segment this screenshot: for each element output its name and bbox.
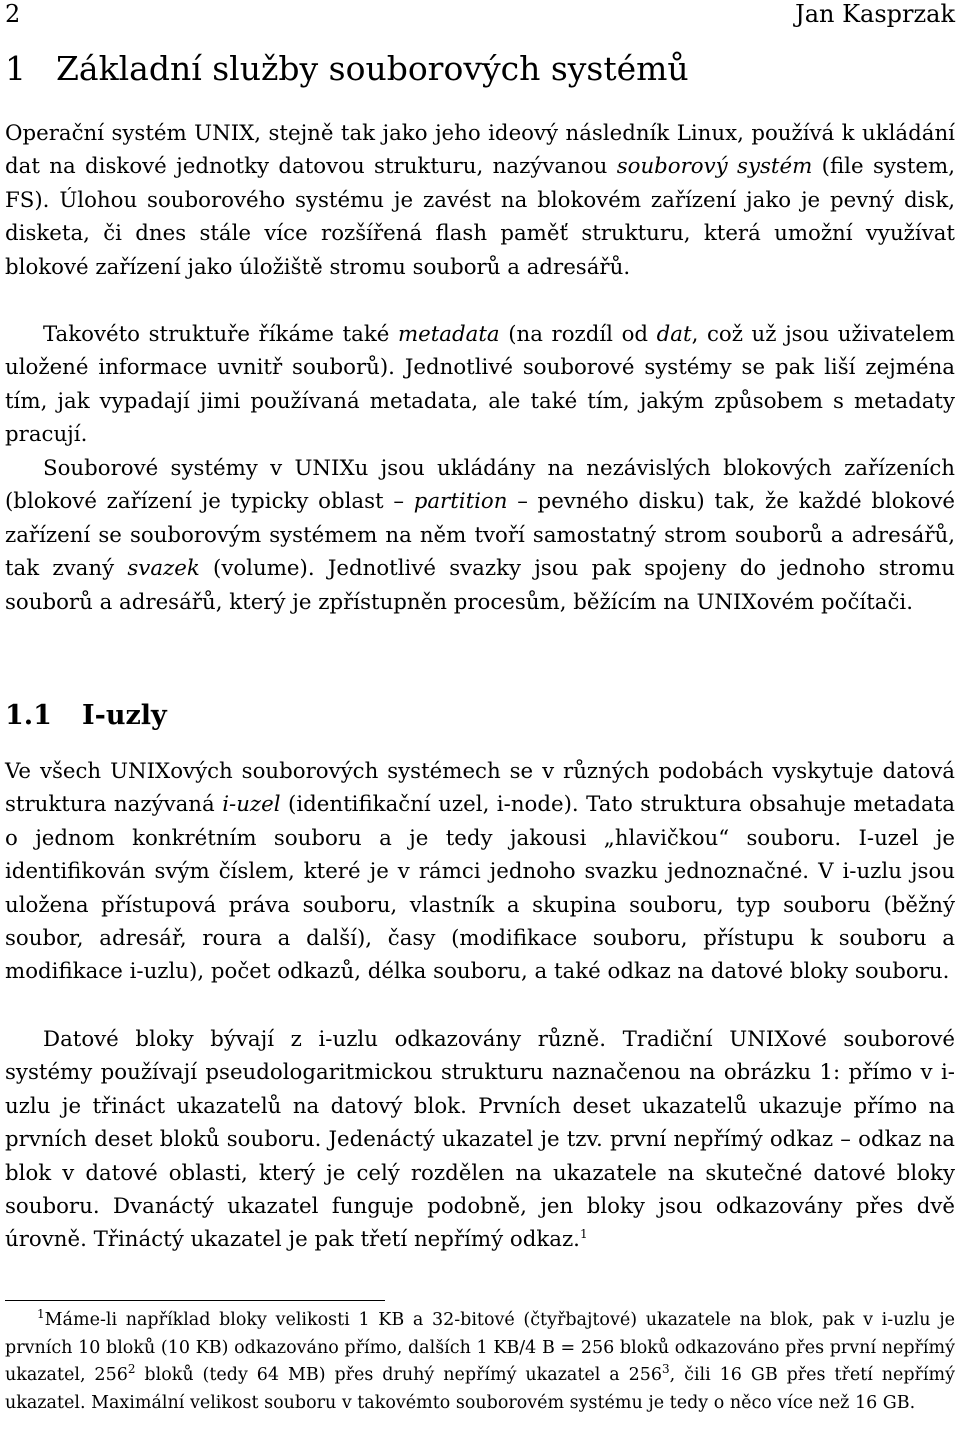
footnote-text: bloků (tedy 64 MB) přes druhý nepřímý ukazatel a 256 [135, 1365, 663, 1385]
footnote-reference[interactable]: 1 [579, 1227, 588, 1242]
section-number: 1 [5, 49, 26, 88]
emphasis-term: partition [413, 489, 508, 515]
paragraph-text: (file system, FS). Úlohou souborového systému je zavést na blokovém zařízení jako je pevný disk, disketa, či dnes stále více rozšířená flash paměť strukturu, která umožní využívat blokové zařízení jako úložiště stromu souborů a adresářů. [5, 154, 955, 280]
paragraph-text: Operační systém UNIX, stejně tak jako jeho ideový následník Linux, používá k ukládání dat na diskové jednotky datovou strukturu, nazývanou [5, 121, 955, 180]
footnote-superscript: 3 [662, 1362, 670, 1377]
paragraph-text: Ve všech UNIXových souborových systémech se v různých podobách vyskytuje datová struktura nazývaná [5, 759, 955, 818]
footnote-superscript: 2 [127, 1362, 136, 1377]
footnote-rule [5, 1300, 385, 1301]
footnote-mark: 1 [37, 1307, 45, 1322]
emphasis-term: metadata [397, 322, 500, 347]
running-header [5, 0, 955, 34]
section-heading [5, 49, 689, 88]
paragraph-text: Souborové systémy v UNIXu jsou ukládány na nezávislých blokových zařízeních (blokové zařízení je typicky oblast – [5, 456, 955, 515]
emphasis-term: i-uzel [222, 792, 281, 818]
paragraph-text: (volume). Jednotlivé svazky jsou pak spojeny do jednoho stromu souborů a adresářů, který je zpřístupněn procesům, běžícím na UNIXovém počítači. [5, 556, 955, 615]
paragraph-text: (identifikační uzel, i-node). Tato struktura obsahuje metadata o jednom konkrétním souboru a je tedy jakousi „hlavičkou“ souboru. I-uzel je identifikován svým číslem, které je v rámci jednoho svazku jednoznačné. V i-uzlu jsou uložena přístupová práva souboru, vlastník a skupina souboru, typ souboru (běžný soubor, adresář, roura a další), časy (modifikace souboru, přístupu k souboru a modifikace i-uzlu), počet odkazů, délka souboru, a také odkaz na datové bloky souboru. [5, 792, 955, 985]
paragraph-text: Datové bloky bývají z i-uzlu odkazovány různě. Tradiční UNIXové souborové systémy používají pseudologaritmickou strukturu naznačenou na obrázku 1: přímo v i-uzlu je třináct ukazatelů na datový blok. Prvních deset ukazatelů ukazuje přímo na prvních deset bloků souboru. Jedenáctý ukazatel je tzv. první nepřímý odkaz – odkaz na blok v datové oblasti, který je celý rozdělen na ukazatele na skutečné datové bloky souboru. Dvanáctý ukazatel funguje podobně, jen bloky jsou odkazovány přes dvě úrovně. Třináctý ukazatel je pak třetí nepřímý odkaz. [5, 1027, 955, 1253]
header-author: Jan Kasprzak [795, 0, 955, 28]
paragraph-5 [5, 1023, 955, 1257]
paragraph-1 [5, 117, 955, 284]
footnote-text: , čili 16 GB přes třetí nepřímý ukazatel. Maximální velikost souboru v takovémto souborovém systému je tedy o něco více než 16 GB. [5, 1365, 955, 1413]
document-page [5, 0, 955, 1413]
footnote [5, 1307, 955, 1417]
footnote-text: Máme-li například bloky velikosti 1 KB a 32-bitové (čtyřbajtové) ukazatele na blok, pak v i-uzlu je prvních 10 bloků (10 KB) odkazováno přímo, dalších 1 KB/4 B = 256 bloků odkazováno přes první nepřímý ukazatel, 256 [5, 1310, 955, 1385]
emphasis-term: souborový systém [616, 154, 813, 180]
paragraph-2 [5, 318, 955, 452]
paragraph-4 [5, 755, 955, 989]
paragraph-text: , což už jsou uživatelem uložené informace uvnitř souborů). Jednotlivé souborové systémy se pak liší zejména tím, jak vypadají jimi používaná metadata, ale také tím, jakým způsobem s metadaty pracují. [5, 322, 955, 448]
subsection-title: I-uzly [81, 700, 167, 731]
paragraph-text: – pevného disku) tak, že každé blokové zařízení se souborovým systémem na něm tvoří samostatný strom souborů a adresářů, tak zvaný [5, 489, 955, 582]
paragraph-text: Takovéto struktuře říkáme také [43, 322, 398, 347]
subsection-number: 1.1 [5, 700, 52, 731]
emphasis-term: dat [656, 322, 692, 347]
section-title: Základní služby souborových systémů [56, 49, 689, 88]
subsection-heading [5, 700, 167, 731]
page-number: 2 [5, 0, 21, 28]
paragraph-3 [5, 452, 955, 619]
paragraph-text: (na rozdíl od [499, 322, 657, 347]
emphasis-term: svazek [127, 556, 200, 582]
